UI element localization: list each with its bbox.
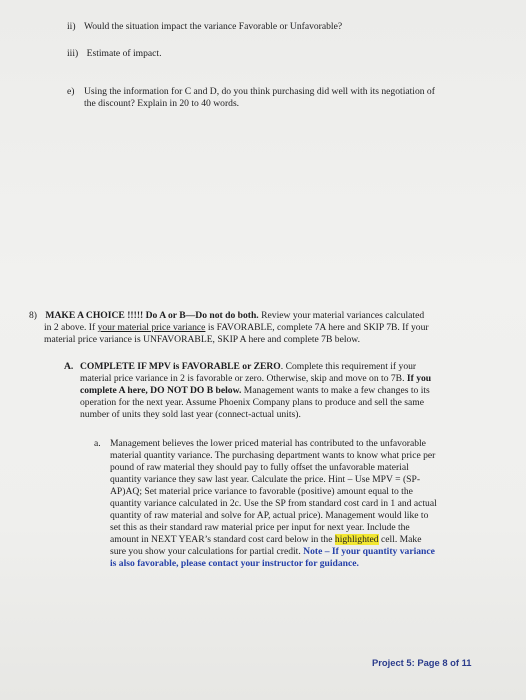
item-a-line-7: quantity of raw material and solve for AP, actual price). Management would like to: [110, 510, 429, 521]
question-e-number: e): [67, 86, 75, 97]
part-a-line-2-text: material price variance in 2 is favorable or zero. Otherwise, skip and move on to 7B.: [80, 373, 407, 384]
item-a-line-6: quantity variance calculated in 2c. Use the SP from standard cost card in 1 and actual: [110, 498, 437, 509]
item-a-line-8: set this as their standard raw material price per input for next year. Include the: [110, 522, 410, 533]
instructor-note-part-2: is also favorable, please contact your instructor for guidance.: [110, 558, 359, 569]
item-a-line-9: [110, 534, 421, 547]
part-a-heading: COMPLETE IF MPV is FAVORABLE or ZERO: [80, 361, 281, 372]
item-a-line-2: material quantity variance. The purchasing department wants to know what price per: [110, 450, 436, 461]
part-a-line-2-bold: If you: [406, 373, 432, 384]
item-a-label: a.: [94, 438, 101, 449]
question-8-instruction-rest: Review your material variances calculated: [258, 310, 425, 321]
question-8-bold-instruction: MAKE A CHOICE !!!!! Do A or B—Do not do both.: [45, 310, 259, 321]
question-8-number: 8): [29, 310, 37, 321]
question-e-line-2: the discount? Explain in 20 to 40 words.: [84, 98, 240, 109]
item-a-line-9-end: cell. Make: [378, 534, 422, 545]
question-8-line-2-end: is FAVORABLE, complete 7A here and SKIP 7B. If your: [205, 322, 429, 333]
part-a-line-2: [80, 373, 431, 386]
part-a-line-3: [80, 385, 430, 398]
question-ii-number: ii): [67, 21, 76, 32]
item-a-line-10: [110, 546, 435, 559]
part-a-line-3-rest: Management wants to make a few changes to its: [241, 385, 430, 396]
item-a-line-10-start: sure you show your calculations for partial credit.: [110, 546, 304, 557]
part-a-line-4: operation for the next year. Assume Phoenix Company plans to produce and sell the same: [80, 397, 424, 408]
question-8-line-3: material price variance is UNFAVORABLE, SKIP A here and complete 7B below.: [44, 334, 360, 345]
page-footer: Project 5: Page 8 of 11: [372, 657, 472, 668]
item-a-line-3: pound of raw material they should pay to fully offset the unfavorable material: [110, 462, 409, 473]
item-a-line-4: quantity variance they saw last year. Calculate the price. Hint – Use MPV = (SP-: [110, 474, 421, 485]
part-a-line-3-bold: complete A here, DO NOT DO B below.: [80, 385, 242, 396]
question-e-line-1: Using the information for C and D, do you think purchasing did well with its negotiation of: [84, 86, 435, 97]
question-iii: [67, 48, 161, 61]
part-a-label: A.: [64, 361, 74, 372]
question-8-line-2: [44, 322, 429, 335]
question-ii: [67, 21, 342, 34]
item-a-line-9-start: amount in NEXT YEAR’s standard cost card below in the: [110, 534, 335, 545]
question-8-line-1: [29, 310, 424, 323]
part-a-line-1-rest: . Complete this requirement if your: [280, 361, 417, 372]
question-ii-text: Would the situation impact the variance Favorable or Unfavorable?: [83, 21, 343, 32]
question-iii-text: Estimate of impact.: [86, 48, 162, 59]
question-8-line-2-start: in 2 above. If: [44, 322, 98, 333]
part-a-line-5: number of units they sold last year (connect-actual units).: [80, 409, 301, 420]
item-a-line-5: AP)AQ; Set material price variance to favorable (positive) amount equal to the: [110, 486, 413, 497]
highlighted-word: highlighted: [334, 534, 379, 545]
part-a-line-1: [80, 361, 416, 374]
question-iii-number: iii): [67, 48, 79, 59]
instructor-note-part-1: Note – If your quantity variance: [303, 546, 435, 557]
question-8-underlined-text: your material price variance: [97, 322, 206, 333]
item-a-line-1: Management believes the lower priced material has contributed to the unfavorable: [110, 438, 426, 449]
